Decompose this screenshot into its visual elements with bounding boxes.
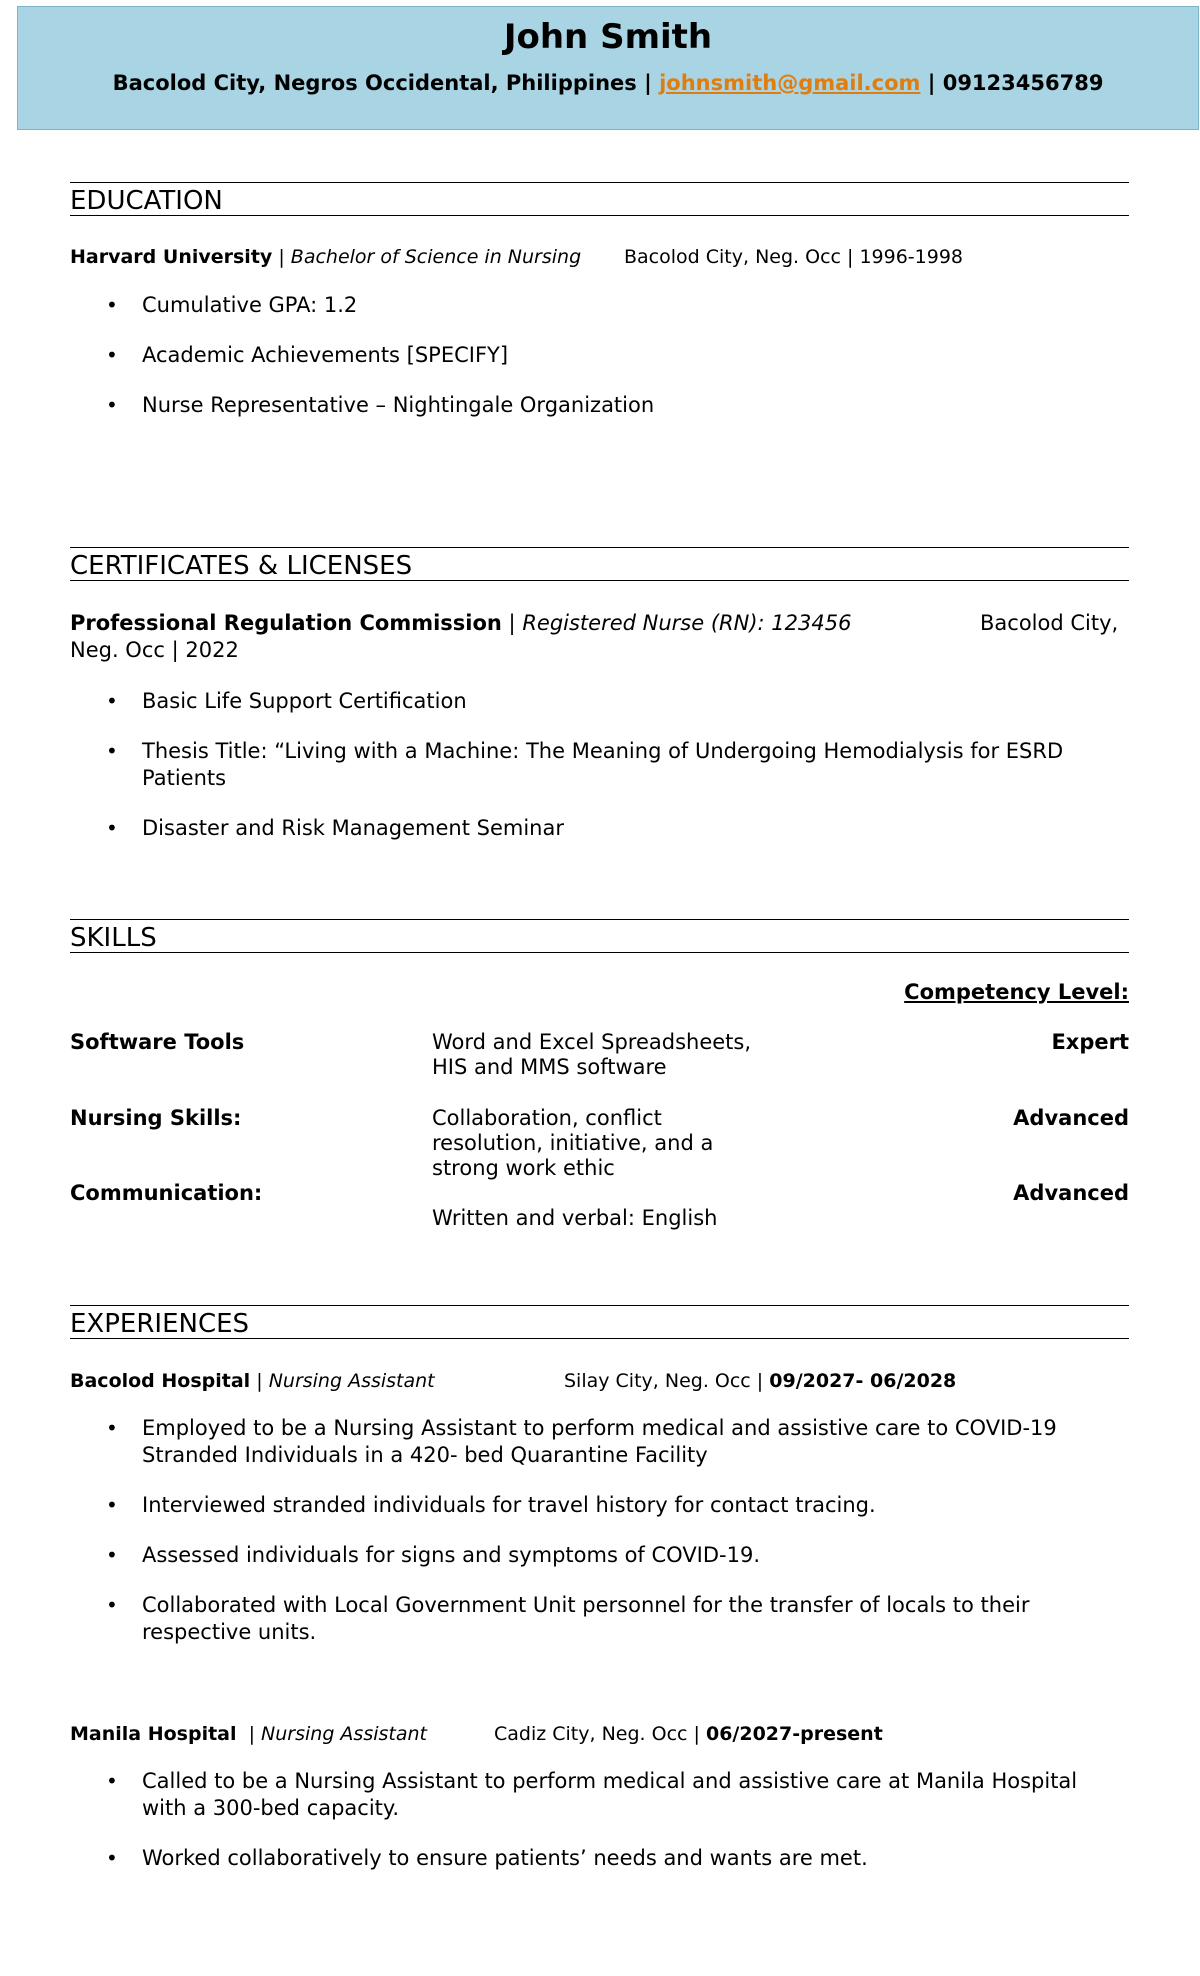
competency-level-header: Competency Level: (904, 980, 1129, 1004)
separator: | (920, 71, 943, 95)
skill-desc-line: Collaboration, conflict (432, 1106, 662, 1130)
skill-description (432, 1106, 713, 1181)
skill-name: Nursing Skills: (70, 1106, 242, 1130)
skills-section-header (70, 919, 1129, 953)
email-link[interactable]: johnsmith@gmail.com (659, 71, 921, 95)
license-number: Registered Nurse (RN): 123456 (522, 611, 852, 635)
school-name: Harvard University (70, 246, 273, 268)
education-entry-line (70, 246, 581, 268)
skill-level: Advanced (1013, 1106, 1129, 1130)
certificate-entry-line (70, 611, 851, 635)
employer-name: Manila Hospital (70, 1723, 237, 1745)
separator: | (636, 71, 660, 95)
job-role: Nursing Assistant (261, 1723, 427, 1745)
employer-name: Bacolod Hospital (70, 1370, 251, 1392)
skill-level: Expert (1051, 1030, 1129, 1054)
skill-desc-line: strong work ethic (432, 1156, 615, 1180)
job-location-line (564, 1370, 956, 1392)
skill-name: Software Tools (70, 1030, 245, 1054)
list-item: • Called to be a Nursing Assistant to perform medical and assistive care at Manila Hospital with a 300-bed capacity. (70, 1768, 1110, 1822)
job-location: Silay City, Neg. Occ (564, 1370, 751, 1392)
certificate-location-cont: Neg. Occ (70, 638, 165, 662)
degree: Bachelor of Science in Nursing (290, 246, 582, 268)
job-location-line (494, 1723, 883, 1745)
skill-description (432, 1030, 751, 1080)
resume-header (17, 6, 1199, 130)
separator: | (242, 1723, 262, 1745)
section-title: CERTIFICATES & LICENSES (70, 551, 413, 581)
job-location: Cadiz City, Neg. Occ (494, 1723, 688, 1745)
candidate-name: John Smith (503, 17, 713, 57)
organization-name: Professional Regulation Commission (70, 611, 502, 635)
skill-desc-line: Word and Excel Spreadsheets, (432, 1030, 752, 1054)
skill-desc-line: HIS and MMS software (432, 1055, 667, 1079)
education-list (70, 292, 1110, 442)
skill-name: Communication: (70, 1181, 263, 1205)
job-duties-list (70, 1415, 1110, 1669)
job-dates: 09/2027- 06/2028 (769, 1370, 957, 1392)
certificate-location: Bacolod City, (980, 611, 1119, 635)
list-item: • Basic Life Support Certification (70, 688, 1110, 715)
list-item: • Disaster and Risk Management Seminar (70, 815, 1110, 842)
list-item: • Nurse Representative – Nightingale Organization (70, 392, 1110, 419)
section-title: EXPERIENCES (70, 1309, 250, 1339)
skill-level: Advanced (1013, 1181, 1129, 1205)
separator: | (272, 246, 291, 268)
education-years: 1996-1998 (859, 246, 964, 268)
skill-description: Written and verbal: English (432, 1206, 718, 1230)
education-section-header (70, 182, 1129, 216)
skill-desc-line: resolution, initiative, and a (432, 1131, 714, 1155)
separator: | (250, 1370, 269, 1392)
contact-line (18, 71, 1198, 95)
section-title: SKILLS (70, 923, 157, 953)
experiences-section-header (70, 1305, 1129, 1339)
certificate-location-line-2 (70, 638, 239, 662)
separator: | (687, 1723, 706, 1745)
list-item: • Academic Achievements [SPECIFY] (70, 342, 1110, 369)
certificate-year: 2022 (185, 638, 239, 662)
job-role: Nursing Assistant (268, 1370, 435, 1392)
separator: | (840, 246, 860, 268)
separator: | (164, 638, 186, 662)
list-item: • Worked collaboratively to ensure patients’ needs and wants are met. (70, 1845, 1110, 1872)
job-entry-line (70, 1370, 435, 1392)
list-item: • Employed to be a Nursing Assistant to perform medical and assistive care to COVID-19 Stranded Individuals in a 420- bed Quarantine Facility (70, 1415, 1110, 1469)
education-location-line (624, 246, 963, 268)
list-item: • Assessed individuals for signs and symptoms of COVID-19. (70, 1542, 1110, 1569)
list-item: • Thesis Title: “Living with a Machine: The Meaning of Undergoing Hemodialysis for ESRD Patients (70, 738, 1110, 792)
section-title: EDUCATION (70, 186, 223, 216)
phone-number: 09123456789 (942, 71, 1104, 95)
job-dates: 06/2027-present (705, 1723, 883, 1745)
list-item: • Collaborated with Local Government Unit personnel for the transfer of locals to their respective units. (70, 1592, 1110, 1646)
education-location: Bacolod City, Neg. Occ (624, 246, 841, 268)
list-item: • Cumulative GPA: 1.2 (70, 292, 1110, 319)
certificates-section-header (70, 547, 1129, 581)
address: Bacolod City, Negros Occidental, Philippines (112, 71, 637, 95)
certificates-list (70, 688, 1110, 865)
separator: | (501, 611, 523, 635)
separator: | (750, 1370, 770, 1392)
job-duties-list (70, 1768, 1110, 1895)
list-item: • Interviewed stranded individuals for travel history for contact tracing. (70, 1492, 1110, 1519)
job-entry-line (70, 1723, 427, 1745)
